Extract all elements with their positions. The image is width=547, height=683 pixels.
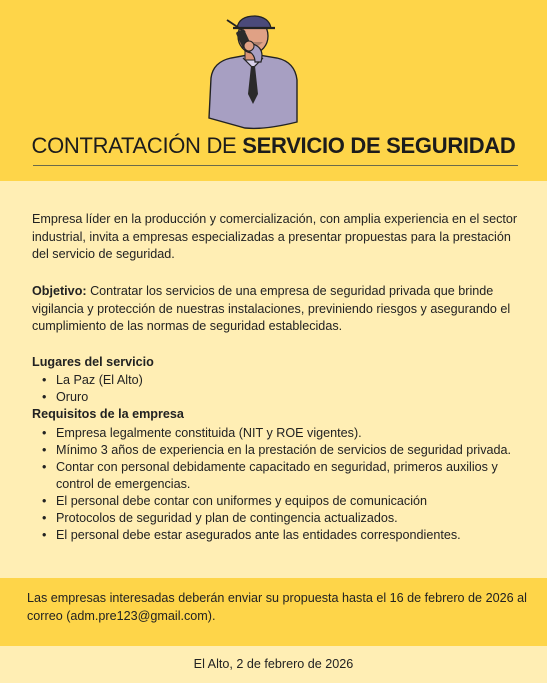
objective-text: Contratar los servicios de una empresa de seguridad privada que brinde vigilancia y protección de nuestras instalaciones, previniendo riesgos y asegurando el cumplimiento de las normas de seguridad establecidas. [32,284,511,333]
list-item: • Empresa legalmente constituida (NIT y ROE vigentes). [32,425,522,442]
title-divider [33,165,518,166]
contact-email: (adm.pre123@gmail.com) [66,608,212,623]
objective-paragraph [32,283,522,336]
requirements-title: Requisitos de la empresa [32,407,184,421]
page-title [0,133,547,159]
list-item: • El personal debe contar con uniformes y equipos de comunicación [32,493,522,510]
cta-text-before: Las empresas interesadas deberán enviar su propuesta hasta el 16 de febrero de 2026 al correo [27,591,527,623]
footer-date: El Alto, 2 de febrero de 2026 [193,657,354,671]
requirements-list [32,425,522,544]
list-item: • Contar con personal debidamente capacitado en seguridad, primeros auxilios y control de emergencias. [32,459,522,493]
objective-label: Objetivo: [32,284,87,298]
call-to-action-text [27,590,527,625]
list-item: • Protocolos de seguridad y plan de contingencia actualizados. [32,510,522,527]
locations-title: Lugares del servicio [32,355,154,369]
list-item: • Mínimo 3 años de experiencia en la prestación de servicios de seguridad privada. [32,442,522,459]
cta-text-after: . [211,608,216,623]
title-light: CONTRATACIÓN DE [31,133,237,158]
security-guard-with-radio-icon [205,14,301,130]
list-item: • El personal debe estar asegurados ante las entidades correspondientes. [32,527,522,544]
list-item: • La Paz (El Alto) [32,372,522,389]
list-item: • Oruro [32,389,522,406]
locations-list [32,372,522,406]
intro-paragraph: Empresa líder en la producción y comercialización, con amplia experiencia en el sector industrial, invita a empresas especializadas a presentar propuestas para la prestación del servicio de seguridad. [32,212,518,261]
title-bold: SERVICIO DE SEGURIDAD [242,133,516,158]
